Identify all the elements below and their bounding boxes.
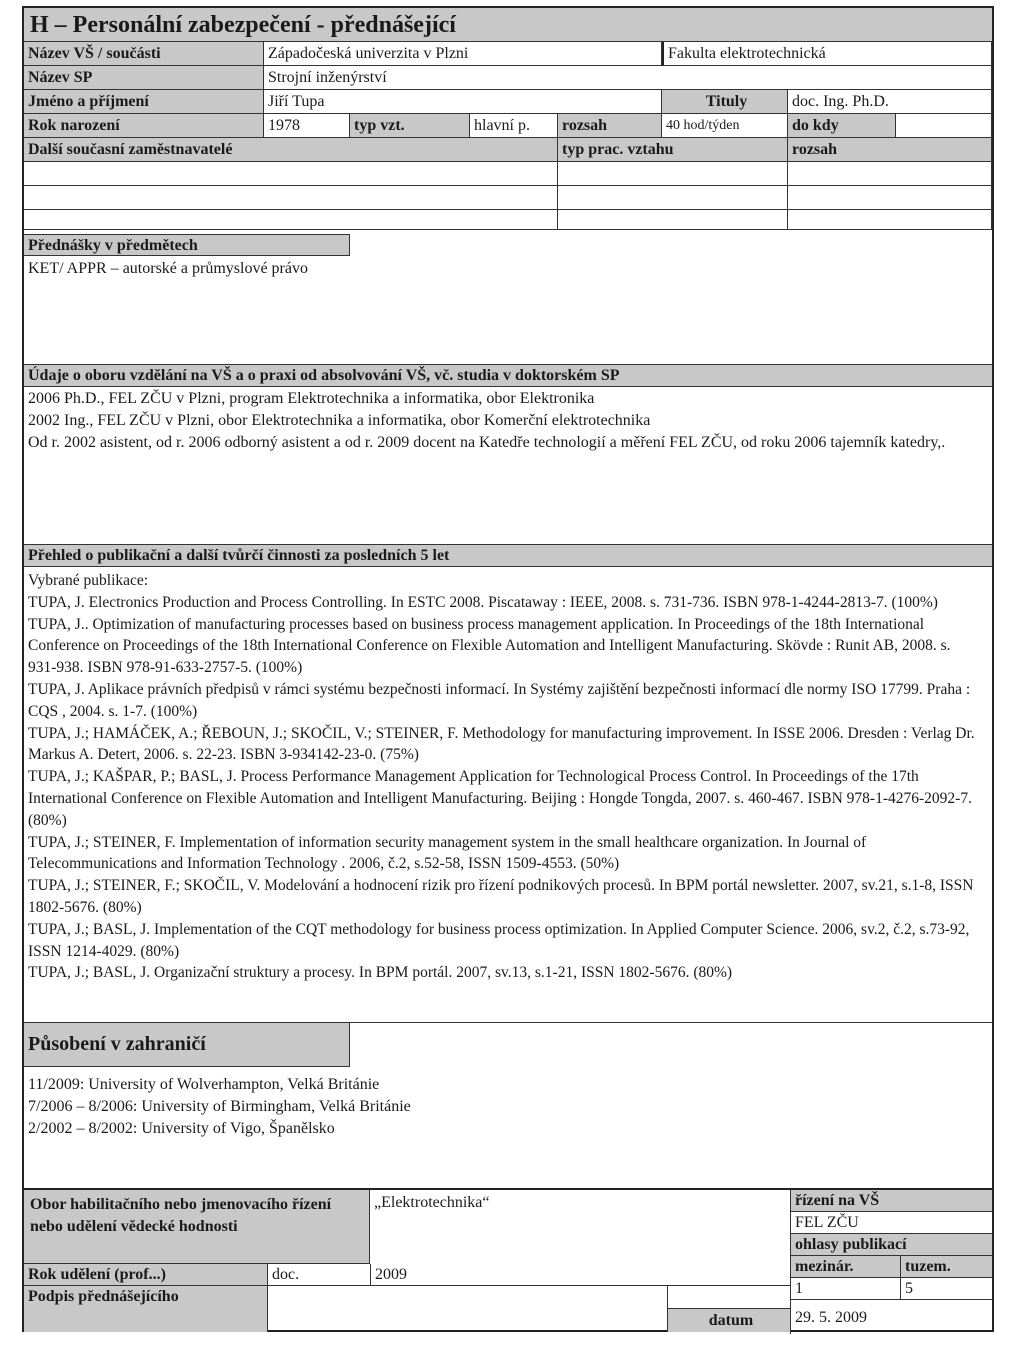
sp-label: Název SP <box>24 66 264 90</box>
ohlasy-label: ohlasy publikací <box>791 1234 992 1256</box>
publication-item: TUPA, J.; KAŠPAR, P.; BASL, J. Process Performance Management Application for Technological Process Control. In Proceedings of the 17th International Conference on Flexible Automation and Intelligent Manufacturing. Beijing : Hongde Tongda, 2007. s. 460-467. ISBN 978-1-4276-2092-7. (80%) <box>28 768 972 829</box>
dokdy-label: do kdy <box>788 114 896 138</box>
employer-row-1-name <box>24 162 558 186</box>
employers-rozsah-label: rozsah <box>788 138 992 162</box>
employer-row-1-typ <box>558 162 788 186</box>
mezinar-label: mezinár. <box>791 1256 901 1278</box>
habilitation-value: „Elektrotechnika“ <box>374 1194 490 1211</box>
publication-item: TUPA, J.; STEINER, F.; SKOČIL, V. Modelování a hodnocení rizik pro řízení podnikových procesů. In BPM portál newsletter. 2007, sv.21, s.1-8, ISSN 1802-5676. (80%) <box>28 877 974 916</box>
employer-row-2-typ <box>558 186 788 210</box>
rok-value: 2009 <box>371 1264 790 1286</box>
name-label: Jméno a příjmení <box>24 90 264 114</box>
education-line: 2002 Ing., FEL ZČU v Plzni, obor Elektrotechnika a informatika, obor Komerční elektrotechnika <box>28 412 651 429</box>
titles-value: doc. Ing. Ph.D. <box>788 90 992 114</box>
form-title-text: H – Personální zabezpečení - přednášející <box>30 12 456 38</box>
abroad-item: 7/2006 – 8/2006: University of Birmingham, Velká Británie <box>28 1098 411 1115</box>
publication-item: TUPA, J.; BASL, J. Implementation of the CQT methodology for business process optimization. In Applied Computer Science. 2006, sv.2, č.2, s.73-92, ISSN 1214-4029. (80%) <box>28 920 970 960</box>
datum-label: datum <box>668 1308 790 1332</box>
datum-value: 29. 5. 2009 <box>795 1309 867 1326</box>
rok-label: Rok udělení (prof...) <box>24 1264 268 1286</box>
education-text <box>24 388 984 454</box>
faculty-value: Fakulta elektrotechnická <box>662 42 992 66</box>
abroad-list <box>24 1074 984 1140</box>
tuzem-label: tuzem. <box>901 1256 992 1278</box>
publications-list <box>24 570 984 984</box>
abroad-item: 11/2009: University of Wolverhampton, Velká Británie <box>28 1076 380 1093</box>
birth-label: Rok narození <box>24 114 264 138</box>
personnel-form <box>22 6 994 1332</box>
publication-item: TUPA, J. Aplikace právních předpisů v rámci systému bezpečnosti informací. In Systémy zajištění bezpečnosti informací dle normy ISO 17799. Praha : CQS , 2004. s. 1-7. (100%) <box>28 680 971 720</box>
titles-label: Tituly <box>662 90 788 114</box>
education-line: Od r. 2002 asistent, od r. 2006 odborný asistent a od r. 2009 docent na Katedře technologií a měření FEL ZČU, od roku 2006 tajemník katedry,. <box>28 434 946 451</box>
name-value: Jiří Tupa <box>264 90 662 114</box>
employer-row-2-name <box>24 186 558 210</box>
employer-row-2-rozsah <box>788 186 992 210</box>
employer-row-3-rozsah <box>788 210 992 230</box>
lectures-list <box>24 258 992 280</box>
publication-item: TUPA, J.; STEINER, F. Implementation of information security management system in the small healthcare organization. In Journal of Telecommunications and Information Technology . 2006, č.2, s.52-58, ISSN 1509-4553. (50%) <box>28 833 867 873</box>
rozsah-value: 40 hod/týden <box>662 114 788 138</box>
vs-label: Název VŠ / součásti <box>24 42 264 66</box>
podpis-label: Podpis přednášejícího <box>24 1286 268 1332</box>
employer-row-3-typ <box>558 210 788 230</box>
publication-item: TUPA, J.; BASL, J. Organizační struktury a procesy. In BPM portál. 2007, sv.13, s.1-21, ISSN 1802-5676. (80%) <box>28 964 733 982</box>
employers-typ-label: typ prac. vztahu <box>558 138 788 162</box>
employers-label: Další současní zaměstnavatelé <box>24 138 558 162</box>
rozsah-label: rozsah <box>558 114 662 138</box>
sp-value: Strojní inženýrství <box>264 66 992 90</box>
typ-value: hlavní p. <box>470 114 558 138</box>
signature-area <box>268 1286 668 1332</box>
lectures-label: Přednášky v předmětech <box>24 234 350 256</box>
publications-intro: Vybrané publikace: <box>28 572 149 589</box>
abroad-item: 2/2002 – 8/2002: University of Vigo, Španělsko <box>28 1120 335 1137</box>
publications-label: Přehled o publikační a další tvůrčí činnosti za posledních 5 let <box>24 545 992 567</box>
employer-row-1-rozsah <box>788 162 992 186</box>
birth-value: 1978 <box>264 114 350 138</box>
abroad-label: Působení v zahraničí <box>24 1023 350 1067</box>
publication-item: TUPA, J. Electronics Production and Process Controlling. In ESTC 2008. Piscataway : IEEE, 2008. s. 731-736. ISBN 978-1-4244-2813-7. (100%) <box>28 593 938 611</box>
habilitation-label-cell <box>24 1190 370 1264</box>
employer-row-3-name <box>24 210 558 230</box>
dokdy-value <box>896 114 992 138</box>
typ-label: typ vzt. <box>350 114 470 138</box>
form-title <box>24 8 992 42</box>
tuzem-value: 5 <box>901 1278 992 1300</box>
rok-title: doc. <box>268 1264 370 1286</box>
rizeni-value: FEL ZČU <box>791 1212 992 1234</box>
habilitation-label: Obor habilitačního nebo jmenovacího řízení nebo udělení vědecké hodnosti <box>30 1196 332 1235</box>
vs-value: Západočeská univerzita v Plzni <box>264 42 662 66</box>
publication-item: TUPA, J.; HAMÁČEK, A.; ŘEBOUN, J.; SKOČIL, V.; STEINER, F. Methodology for manufacturing improvement. In ISSE 2006. Dresden : Verlag Dr. Markus A. Detert, 2006. s. 22-23. ISBN 3-934142-23-0. (75%) <box>28 724 975 764</box>
education-label: Údaje o oboru vzdělání na VŠ a o praxi od absolvování VŠ, vč. studia v doktorském SP <box>24 365 992 387</box>
education-line: 2006 Ph.D., FEL ZČU v Plzni, program Elektrotechnika a informatika, obor Elektronika <box>28 390 595 407</box>
publication-item: TUPA, J.. Optimization of manufacturing processes based on business process management application. In Proceedings of the 18th International Conference on Proceedings of the 18th International Conference on Flexible Automation and Intelligent Manufacturing. Skövde : Runit AB, 2008. s. 931-938. ISBN 978-91-633-2757-5. (100%) <box>28 615 951 677</box>
lecture-item: KET/ APPR – autorské a průmyslové právo <box>28 260 308 277</box>
mezinar-value: 1 <box>791 1278 901 1300</box>
rizeni-label: řízení na VŠ <box>791 1190 992 1212</box>
